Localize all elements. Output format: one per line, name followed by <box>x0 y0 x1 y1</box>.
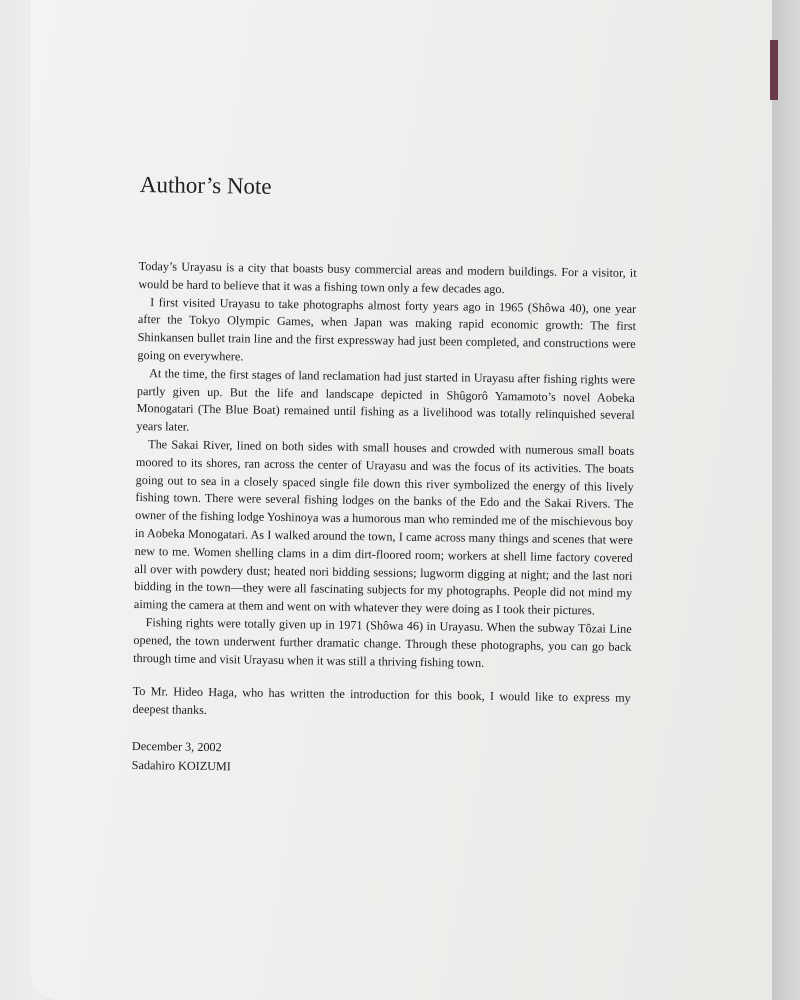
page-title: Author’s Note <box>139 172 272 199</box>
page-content <box>132 172 638 782</box>
paragraph-3: At the time, the first stages of land reclamation had just started in Urayasu after fishing rights were partly given up. But the life and landscape depicted in Shûgorô Yamamoto’s novel Aobeka Monogatari (The Blue Boat) remained until fishing as a livelihood was totally relinquished several years later. <box>136 365 636 434</box>
paragraph-2: I first visited Urayasu to take photographs almost forty years ago in 1965 (Shôwa 40), one year after the Tokyo Olympic Games, when Japan was making rapid economic growth: The first Shinkansen bullet train line and the first expressway had just been completed, and constructions were going on everywhere. <box>137 294 637 364</box>
paragraph-4: The Sakai River, lined on both sides with small houses and crowded with numerous small boats moored to its shores, ran across the center of Urayasu and was the focus of its activities. The boats going out to sea in a closely spaced single file down this river symbolized the energy of this lively fishing town. There were several fishing lodges on the banks of the Edo and the Sakai Rivers. The owner of the fishing lodge Yoshinoya was a humorous man who reminded me of the mischievous boy in Aobeka Monogatari. As I walked around the town, I came across many things and scenes that were new to me. Women shelling clams in a dim dirt-floored room; workers at shell lime factory covered all over with powdery dust; heated nori bidding sessions; lugworm digging at night; and the last nori bidding in the town—they were all fascinating subjects for my photographs. People did not mind my aiming the camera at them and went on with whatever they were doing as I took their pictures. <box>133 437 635 618</box>
date: December 3, 2002 <box>131 738 222 755</box>
dedication: To Mr. Hideo Haga, who has written the introduction for this book, I would like to express my deepest thanks. <box>132 684 631 718</box>
spine-ribbon <box>770 40 778 100</box>
paragraph-5: Fishing rights were totally given up in 1971 (Shôwa 46) in Urayasu. When the subway Tôzai Line opened, the town underwent further dramatic change. Through these photographs, you can go back through time and visit Urayasu when it was still a thriving fishing town. <box>133 615 632 670</box>
paragraph-1: Today’s Urayasu is a city that boasts busy commercial areas and modern buildings. For a visitor, it would be hard to believe that it was a fishing town only a few decades ago. <box>138 258 637 296</box>
author-name: Sadahiro KOIZUMI <box>131 757 231 774</box>
signature-block <box>132 737 630 782</box>
book-spine <box>772 0 800 1000</box>
